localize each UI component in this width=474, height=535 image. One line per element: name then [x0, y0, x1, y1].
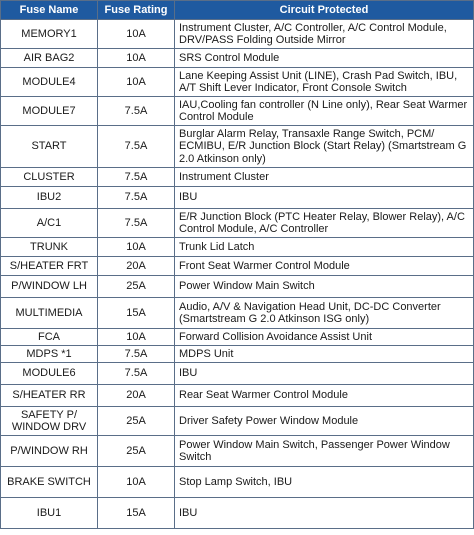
header-circuit-protected: Circuit Protected: [175, 1, 474, 20]
circuit-cell: IAU,Cooling fan controller (N Line only), Rear Seat Warmer Control Module: [175, 97, 474, 126]
circuit-cell: Trunk Lid Latch: [175, 238, 474, 257]
fuse-rating-cell: 7.5A: [98, 168, 175, 187]
circuit-cell: Instrument Cluster: [175, 168, 474, 187]
table-row: [1, 298, 474, 329]
fuse-rating-cell: 10A: [98, 20, 175, 49]
fuse-name-cell: P/WINDOW LH: [1, 276, 98, 298]
fuse-rating-cell: 10A: [98, 467, 175, 498]
circuit-cell: Rear Seat Warmer Control Module: [175, 385, 474, 407]
fuse-name-cell: SAFETY P/ WINDOW DRV: [1, 407, 98, 436]
fuse-rating-cell: 10A: [98, 68, 175, 97]
fuse-rating-cell: 7.5A: [98, 97, 175, 126]
table-row: [1, 20, 474, 49]
fuse-rating-cell: 15A: [98, 298, 175, 329]
circuit-cell: Instrument Cluster, A/C Controller, A/C Control Module, DRV/PASS Folding Outside Mirror: [175, 20, 474, 49]
circuit-cell: IBU: [175, 187, 474, 209]
fuse-rating-cell: 7.5A: [98, 363, 175, 385]
circuit-cell: E/R Junction Block (PTC Heater Relay, Blower Relay), A/C Control Module, A/C Controller: [175, 209, 474, 238]
fuse-rating-cell: 10A: [98, 238, 175, 257]
table-row: [1, 97, 474, 126]
fuse-rating-cell: 10A: [98, 329, 175, 346]
table-row: [1, 436, 474, 467]
fuse-name-cell: IBU2: [1, 187, 98, 209]
table-row: [1, 49, 474, 68]
fuse-rating-cell: 7.5A: [98, 346, 175, 363]
fuse-name-cell: START: [1, 126, 98, 168]
fuse-rating-cell: 7.5A: [98, 187, 175, 209]
fuse-rating-cell: 25A: [98, 407, 175, 436]
header-fuse-rating: Fuse Rating: [98, 1, 175, 20]
fuse-rating-cell: 10A: [98, 49, 175, 68]
fuse-rating-cell: 20A: [98, 257, 175, 276]
circuit-cell: SRS Control Module: [175, 49, 474, 68]
fuse-name-cell: TRUNK: [1, 238, 98, 257]
circuit-cell: Stop Lamp Switch, IBU: [175, 467, 474, 498]
table-row: [1, 346, 474, 363]
circuit-cell: IBU: [175, 363, 474, 385]
fuse-rating-cell: 7.5A: [98, 126, 175, 168]
fuse-rating-cell: 7.5A: [98, 209, 175, 238]
table-row: [1, 168, 474, 187]
circuit-cell: Driver Safety Power Window Module: [175, 407, 474, 436]
header-fuse-name: Fuse Name: [1, 1, 98, 20]
header-row: [1, 1, 474, 20]
table-row: [1, 187, 474, 209]
circuit-cell: Front Seat Warmer Control Module: [175, 257, 474, 276]
circuit-cell: Lane Keeping Assist Unit (LINE), Crash Pad Switch, IBU, A/T Shift Lever Indicator, Front Console Switch: [175, 68, 474, 97]
fuse-name-cell: FCA: [1, 329, 98, 346]
table-row: [1, 385, 474, 407]
fuse-name-cell: A/C1: [1, 209, 98, 238]
fuse-name-cell: MODULE6: [1, 363, 98, 385]
fuse-name-cell: S/HEATER FRT: [1, 257, 98, 276]
table-row: [1, 329, 474, 346]
table-row: [1, 238, 474, 257]
circuit-cell: Forward Collision Avoidance Assist Unit: [175, 329, 474, 346]
table-row: [1, 126, 474, 168]
circuit-cell: IBU: [175, 498, 474, 529]
table-row: [1, 363, 474, 385]
fuse-name-cell: MODULE7: [1, 97, 98, 126]
table-row: [1, 257, 474, 276]
fuse-rating-cell: 25A: [98, 276, 175, 298]
table-row: [1, 276, 474, 298]
table-row: [1, 68, 474, 97]
circuit-cell: Audio, A/V & Navigation Head Unit, DC-DC Converter (Smartstream G 2.0 Atkinson ISG only): [175, 298, 474, 329]
fuse-name-cell: MEMORY1: [1, 20, 98, 49]
table-row: [1, 209, 474, 238]
table-row: [1, 467, 474, 498]
fuse-name-cell: IBU1: [1, 498, 98, 529]
fuse-name-cell: MDPS *1: [1, 346, 98, 363]
fuse-name-cell: MULTIMEDIA: [1, 298, 98, 329]
circuit-cell: Power Window Main Switch, Passenger Power Window Switch: [175, 436, 474, 467]
fuse-name-cell: P/WINDOW RH: [1, 436, 98, 467]
circuit-cell: Power Window Main Switch: [175, 276, 474, 298]
fuse-name-cell: CLUSTER: [1, 168, 98, 187]
table-row: [1, 498, 474, 529]
fuse-rating-cell: 20A: [98, 385, 175, 407]
circuit-cell: MDPS Unit: [175, 346, 474, 363]
table-row: [1, 407, 474, 436]
fuse-name-cell: MODULE4: [1, 68, 98, 97]
fuse-rating-cell: 25A: [98, 436, 175, 467]
fuse-name-cell: S/HEATER RR: [1, 385, 98, 407]
circuit-cell: Burglar Alarm Relay, Transaxle Range Switch, PCM/ ECMIBU, E/R Junction Block (Start Relay) (Smartstream G 2.0 Atkinson only): [175, 126, 474, 168]
fuse-rating-cell: 15A: [98, 498, 175, 529]
fuse-name-cell: BRAKE SWITCH: [1, 467, 98, 498]
fuse-name-cell: AIR BAG2: [1, 49, 98, 68]
